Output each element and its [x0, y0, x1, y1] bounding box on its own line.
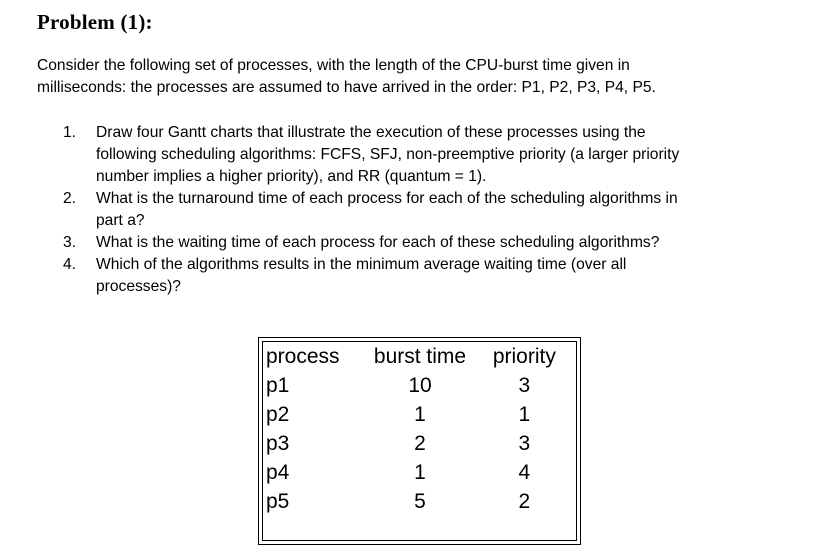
question-item-4: [63, 254, 763, 298]
question-number: 3.: [63, 234, 77, 251]
priority-cell: 2: [518, 490, 531, 513]
question-text: [96, 232, 763, 254]
table-row: [265, 371, 574, 400]
question-text: [96, 254, 763, 298]
question-item-2: [63, 188, 763, 232]
process-cell: p5: [266, 490, 290, 513]
question-list: [63, 122, 763, 298]
burst-time-cell: 5: [414, 490, 426, 513]
priority-cell: 3: [518, 374, 531, 397]
header-priority: priority: [492, 345, 556, 368]
header-process: process: [266, 345, 340, 368]
table-row: [265, 400, 574, 429]
priority-cell: 1: [518, 403, 531, 426]
intro-line: Consider the following set of processes, with the length of the CPU-burst time given in: [37, 57, 630, 74]
table-row: [265, 487, 574, 516]
burst-time-cell: 2: [414, 432, 426, 455]
table-header-row: [265, 342, 574, 371]
process-table: [258, 337, 581, 545]
question-line: part a?: [96, 212, 145, 229]
question-number: 4.: [63, 256, 77, 273]
question-number: 1.: [63, 124, 77, 141]
question-number: 2.: [63, 190, 77, 207]
process-cell: p1: [266, 374, 290, 397]
question-line: Which of the algorithms results in the minimum average waiting time (over all: [96, 256, 627, 273]
question-line: number implies a higher priority), and RR (quantum = 1).: [96, 168, 487, 185]
question-text: [96, 188, 763, 232]
priority-cell: 3: [518, 432, 531, 455]
intro-paragraph: [37, 55, 817, 99]
burst-time-cell: 1: [414, 403, 426, 426]
table-row: [265, 458, 574, 487]
priority-cell: 4: [518, 461, 531, 484]
process-cell: p2: [266, 403, 290, 426]
table-row: [265, 429, 574, 458]
burst-time-cell: 10: [408, 374, 432, 397]
intro-line: milliseconds: the processes are assumed to have arrived in the order: P1, P2, P3, P4, P5.: [37, 79, 656, 96]
question-line: Draw four Gantt charts that illustrate the execution of these processes using the: [96, 124, 646, 141]
question-text: [96, 122, 763, 188]
process-cell: p3: [266, 432, 290, 455]
header-burst-time: burst time: [373, 345, 467, 368]
question-item-3: [63, 232, 763, 254]
question-line: What is the waiting time of each process for each of these scheduling algorithms?: [96, 234, 660, 251]
question-line: following scheduling algorithms: FCFS, SFJ, non-preemptive priority (a larger priority: [96, 146, 680, 163]
question-item-1: [63, 122, 763, 188]
problem-title: Problem (1):: [37, 10, 153, 34]
question-line: What is the turnaround time of each process for each of the scheduling algorithms in: [96, 190, 678, 207]
process-cell: p4: [266, 461, 290, 484]
burst-time-cell: 1: [414, 461, 426, 484]
question-line: processes)?: [96, 278, 181, 295]
